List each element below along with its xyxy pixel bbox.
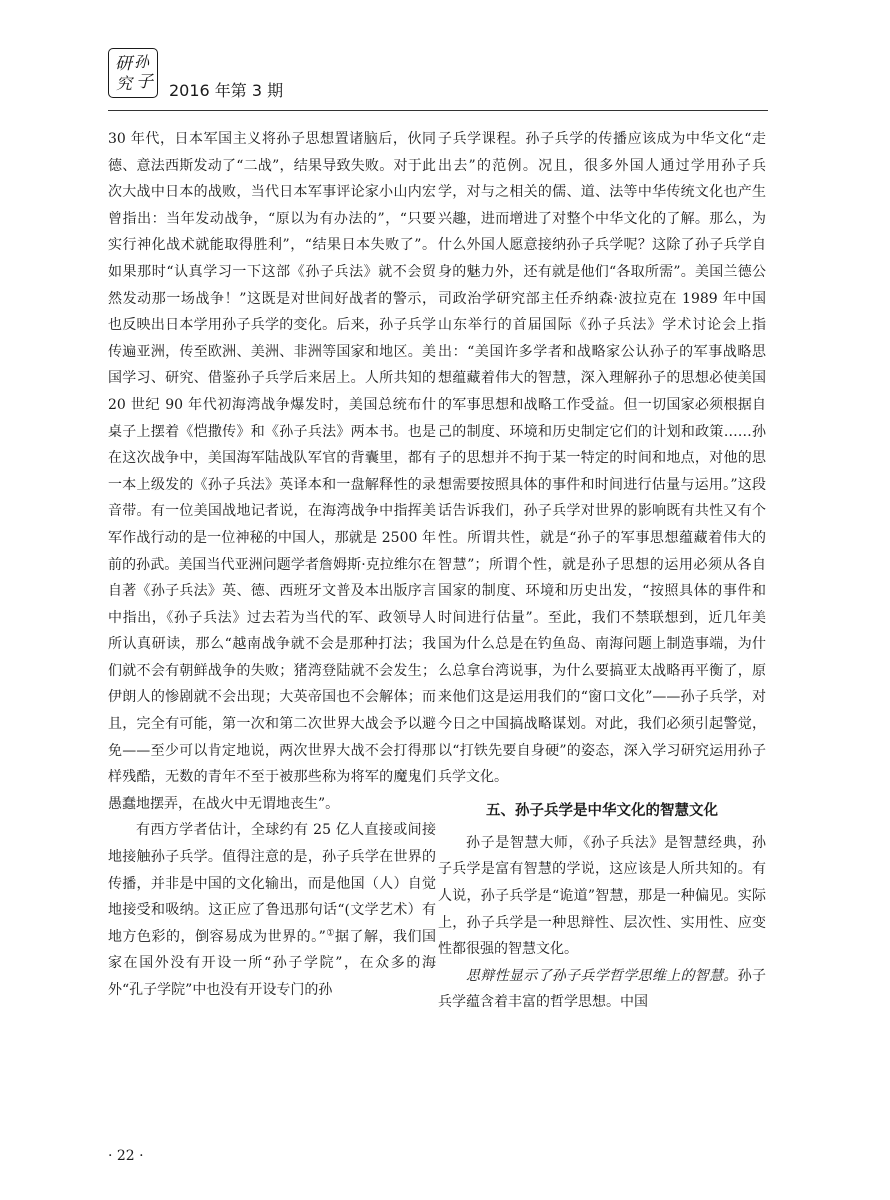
page-header xyxy=(108,48,768,114)
paragraph-text: 据了解，我们国家在国外没有开设一所“孙子学院”，在众多的海外“孔子学院”中也没有开设专门的孙 xyxy=(108,928,436,998)
left-column xyxy=(108,126,436,1004)
logo-glyph: 研 xyxy=(115,54,132,74)
paragraph xyxy=(438,963,766,1016)
header-divider xyxy=(108,110,768,111)
logo-glyph: 子 xyxy=(136,72,153,92)
right-column xyxy=(438,126,766,1016)
logo-glyph: 究 xyxy=(116,74,133,93)
paragraph: 30 年代，日本军国主义将孙子思想置诸脑后，伙同德、意法西斯发动了“二战”，结果导致失败。对于此次大战中日本的战败，当代日本军事评论家小山内宏曾指出：当年发动战争，“原以为有办法的”，“只要实行神化战术就能取得胜利”，“结果日本失败了”。如果那时“认真学习一下这部《孙子兵法》就不会贸然发动那一场战争！”这既是对世间好战者的警示，也反映出日本学用孙子兵学的变化。后来，孙子兵学传遍亚洲，传至欧洲、美洲、非洲等国家和地区。美国学习、研究、借鉴孙子兵学后来居上。人所共知的 20 世纪 90 年代初海湾战争爆发时，美国总统布什桌子上摆着《恺撒传》和《孙子兵法》两本书。也是在这次战争中，美国海军陆战队军官的背囊里，都有一本上级发的《孙子兵法》英译本和一盘解释性的录音带。有一位美国战地记者说，在海湾战争中指挥美军作战行动的是一位神秘的中国人，那就是 2500 年前的孙武。美国当代亚洲问题学者詹姆斯·克拉维尔在自著《孙子兵法》英、德、西班牙文普及本出版序言中指出，《孙子兵法》过去若为当代的军、政领导人所认真研读，那么“越南战争就不会是那种打法；我们就不会有朝鲜战争的失败；猪湾登陆就不会发生；伊朗人的惨剧就不会出现；大英帝国也不会解体；而且，完全有可能，第一次和第二次世界大战会予以避免——至少可以肯定地说，两次世界大战不会打得那样残酷，无数的青年不至于被那些称为将军的魔鬼们愚蠢地摆弄，在战火中无谓地丧生”。 xyxy=(108,131,436,812)
paragraph-text: 有西方学者估计，全球约有 25 亿人直接或间接地接触孙子兵学。值得注意的是，孙子兵学在世界的传播，并非是中国的文化输出，而是他国（人）自觉地接受和吸纳。这正应了鲁迅那句话“(文学艺术）有地方色彩的，倒容易成为世界的。” xyxy=(108,822,436,945)
journal-logo xyxy=(108,48,158,98)
page-number: · 22 · xyxy=(108,1148,144,1164)
paragraph: 子兵学课程。孙子兵学的传播应该成为中华文化“走出去”的范例。况且，很多外国人通过学用孙子兵学，对与之相关的儒、道、法等中华传统文化也产生兴趣，进而增进了对整个中华文化的了解。那么，为什么外国人愿意接纳孙子兵学呢？这除了孙子兵学自身的魅力外，还有就是他们“各取所需”。美国兰德公司政治学研究部主任乔纳森·波拉克在 1989 年中国山东举行的首届国际《孙子兵法》学术讨论会上指出：“美国许多学者和战略家公认孙子的军事战略思想蕴藏着伟大的智慧，深入理解孙子的思想必使美国的军事思想和战略工作受益。但一切国家必须根据自己的制度、环境和历史制定它们的计划和政策……孙子的思想并不拘于某一特定的时间和地点，对他的思想需要按照具体的事件和时间进行估量与运用。”这段话告诉我们，孙子兵学对世界的影响既有共性又有个性。所谓共性，就是“孙子的军事思想蕴藏着伟大的智慧”；所谓个性，就是孙子思想的运用必须从各自国家的制度、环境和历史出发，“按照具体的事件和时间进行估量”。至此，我们不禁联想到，近几年美国为什么总是在钓鱼岛、南海问题上制造事端，为什么总拿台湾说事，为什么要搞亚太战略再平衡了，原来他们这是运用我们的“窗口文化”——孙子兵学，对今日之中国搞战略谋划。对此，我们必须引起警觉，以“打铁先要自身硬”的姿态，深入学习研究运用孙子兵学文化。 xyxy=(438,131,766,786)
paragraph: 孙子是智慧大师，《孙子兵法》是智慧经典，孙子兵学是富有智慧的学说，这应该是人所共知的。有人说，孙子兵学是“诡道”智慧，那是一种偏见。实际上，孙子兵学是一种思辩性、层次性、实用性、应变性都很强的智慧文化。 xyxy=(438,834,766,958)
issue-label: 2016 年第 3 期 xyxy=(169,81,284,100)
paragraph-text: 孙子兵学蕴含着丰富的哲学思想。中国 xyxy=(438,967,767,1011)
paragraph xyxy=(108,817,436,1003)
section-heading: 五、孙子兵学是中华文化的智慧文化 xyxy=(486,802,718,819)
footnote-ref: ① xyxy=(325,928,335,939)
logo-glyph: 孙 xyxy=(134,53,150,71)
emphasis-text: 思辩性显示了孙子兵学哲学思维上的智慧。 xyxy=(466,967,738,984)
